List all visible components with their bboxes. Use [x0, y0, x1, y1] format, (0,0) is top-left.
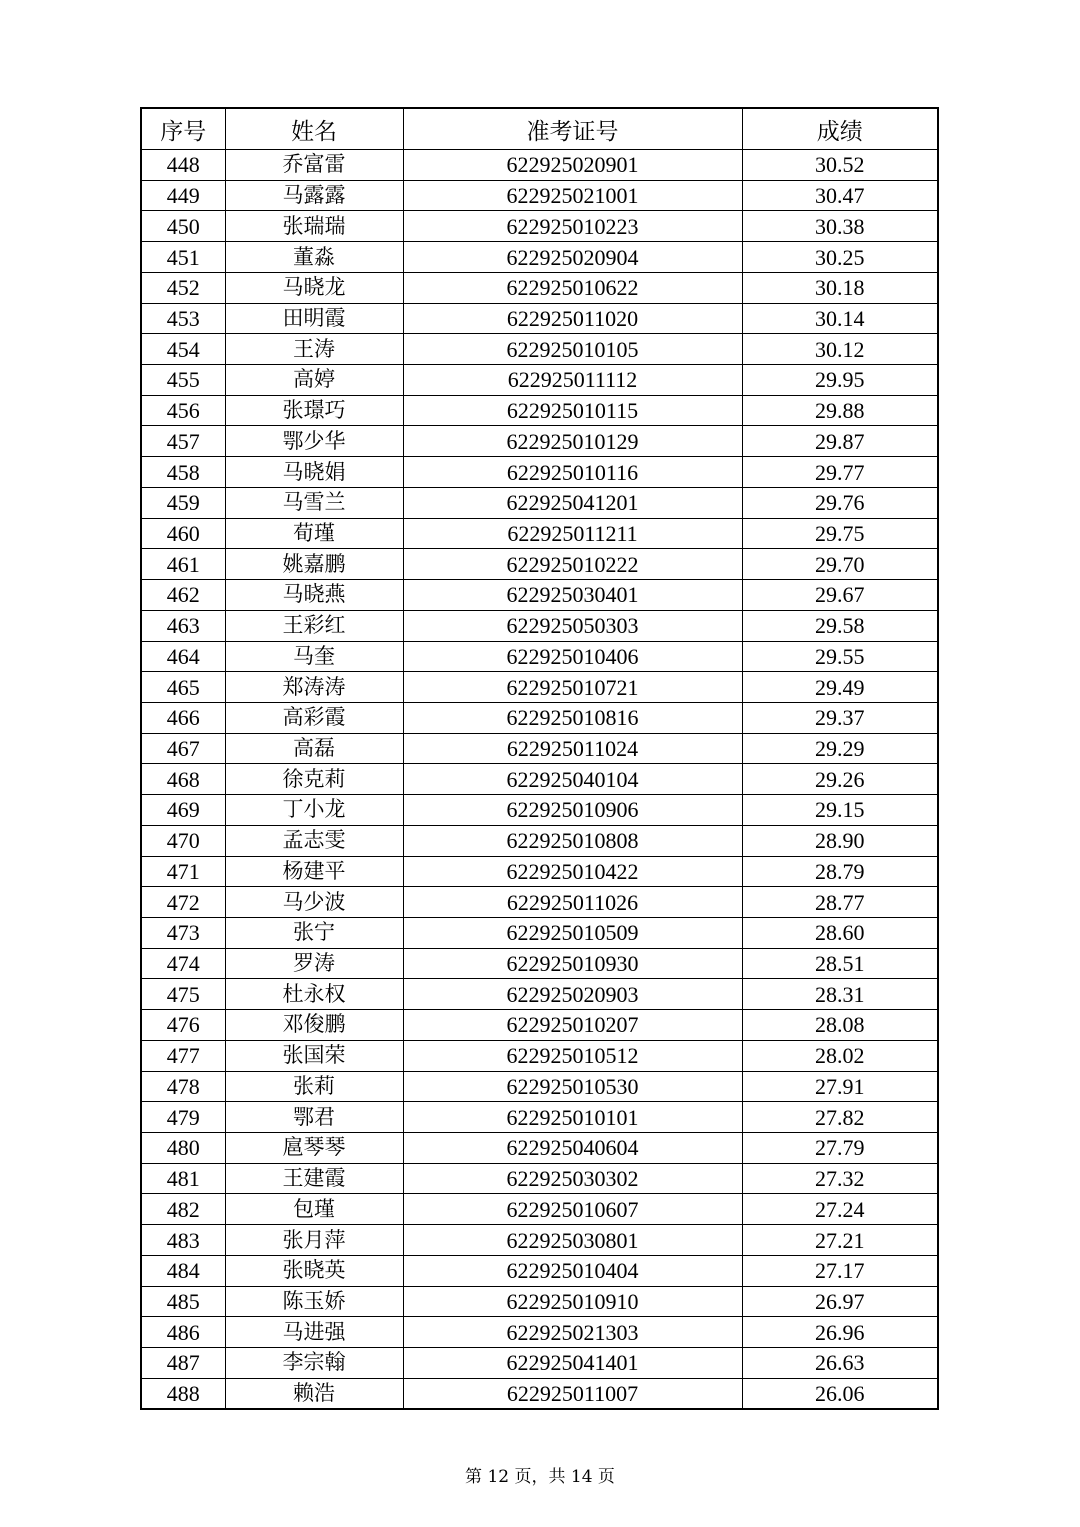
name-cell: 王建霞 — [225, 1163, 403, 1194]
table-row — [141, 733, 938, 764]
score-cell: 28.90 — [742, 825, 938, 856]
name-cell: 高磊 — [225, 733, 403, 764]
seq-cell: 484 — [141, 1255, 225, 1286]
score-cell: 28.77 — [742, 887, 938, 918]
seq-cell: 483 — [141, 1225, 225, 1256]
ticket-number-cell: 622925030801 — [403, 1225, 742, 1256]
table-row — [141, 1071, 938, 1102]
name-cell: 罗涛 — [225, 948, 403, 979]
ticket-number-cell: 622925011211 — [403, 518, 742, 549]
score-cell: 29.88 — [742, 395, 938, 426]
name-cell: 马晓燕 — [225, 580, 403, 611]
seq-cell: 469 — [141, 795, 225, 826]
name-cell: 扈琴琴 — [225, 1133, 403, 1164]
seq-cell: 473 — [141, 917, 225, 948]
header-ticket-number: 准考证号 — [403, 108, 742, 150]
table-row — [141, 303, 938, 334]
table-row — [141, 211, 938, 242]
name-cell: 马晓龙 — [225, 272, 403, 303]
name-cell: 马进强 — [225, 1317, 403, 1348]
score-cell: 27.79 — [742, 1133, 938, 1164]
name-cell: 丁小龙 — [225, 795, 403, 826]
table-row — [141, 702, 938, 733]
ticket-number-cell: 622925010101 — [403, 1102, 742, 1133]
seq-cell: 462 — [141, 580, 225, 611]
ticket-number-cell: 622925020903 — [403, 979, 742, 1010]
name-cell: 马奎 — [225, 641, 403, 672]
score-cell: 27.24 — [742, 1194, 938, 1225]
seq-cell: 458 — [141, 457, 225, 488]
ticket-number-cell: 622925010906 — [403, 795, 742, 826]
seq-cell: 482 — [141, 1194, 225, 1225]
score-cell: 29.70 — [742, 549, 938, 580]
table-row — [141, 487, 938, 518]
ticket-number-cell: 622925021001 — [403, 180, 742, 211]
seq-cell: 480 — [141, 1133, 225, 1164]
name-cell: 杨建平 — [225, 856, 403, 887]
seq-cell: 456 — [141, 395, 225, 426]
ticket-number-cell: 622925011020 — [403, 303, 742, 334]
seq-cell: 481 — [141, 1163, 225, 1194]
score-cell: 29.87 — [742, 426, 938, 457]
score-cell: 30.14 — [742, 303, 938, 334]
seq-cell: 485 — [141, 1286, 225, 1317]
score-cell: 29.58 — [742, 610, 938, 641]
ticket-number-cell: 622925010116 — [403, 457, 742, 488]
table-row — [141, 887, 938, 918]
seq-cell: 461 — [141, 549, 225, 580]
seq-cell: 470 — [141, 825, 225, 856]
seq-cell: 460 — [141, 518, 225, 549]
name-cell: 高婷 — [225, 365, 403, 396]
table-row — [141, 1317, 938, 1348]
seq-cell: 464 — [141, 641, 225, 672]
score-cell: 30.38 — [742, 211, 938, 242]
score-cell: 28.08 — [742, 1010, 938, 1041]
table-row — [141, 1378, 938, 1409]
name-cell: 高彩霞 — [225, 702, 403, 733]
score-cell: 27.91 — [742, 1071, 938, 1102]
seq-cell: 478 — [141, 1071, 225, 1102]
score-table — [140, 107, 939, 1410]
score-cell: 29.77 — [742, 457, 938, 488]
ticket-number-cell: 622925011024 — [403, 733, 742, 764]
name-cell: 鄂少华 — [225, 426, 403, 457]
seq-cell: 474 — [141, 948, 225, 979]
score-cell: 29.49 — [742, 672, 938, 703]
name-cell: 张宁 — [225, 917, 403, 948]
seq-cell: 453 — [141, 303, 225, 334]
score-cell: 30.25 — [742, 242, 938, 273]
seq-cell: 476 — [141, 1010, 225, 1041]
score-cell: 30.52 — [742, 150, 938, 181]
seq-cell: 475 — [141, 979, 225, 1010]
score-cell: 30.18 — [742, 272, 938, 303]
name-cell: 徐克莉 — [225, 764, 403, 795]
ticket-number-cell: 622925040104 — [403, 764, 742, 795]
name-cell: 陈玉娇 — [225, 1286, 403, 1317]
ticket-number-cell: 622925010816 — [403, 702, 742, 733]
table-row — [141, 426, 938, 457]
header-score: 成绩 — [742, 108, 938, 150]
name-cell: 郑涛涛 — [225, 672, 403, 703]
name-cell: 杜永权 — [225, 979, 403, 1010]
table-row — [141, 1348, 938, 1379]
seq-cell: 455 — [141, 365, 225, 396]
seq-cell: 466 — [141, 702, 225, 733]
table-row — [141, 457, 938, 488]
ticket-number-cell: 622925010607 — [403, 1194, 742, 1225]
table-row — [141, 580, 938, 611]
ticket-number-cell: 622925010721 — [403, 672, 742, 703]
score-cell: 29.67 — [742, 580, 938, 611]
ticket-number-cell: 622925010207 — [403, 1010, 742, 1041]
ticket-number-cell: 622925010222 — [403, 549, 742, 580]
name-cell: 张国荣 — [225, 1040, 403, 1071]
header-name: 姓名 — [225, 108, 403, 150]
name-cell: 张瑞瑞 — [225, 211, 403, 242]
score-cell: 29.37 — [742, 702, 938, 733]
table-row — [141, 856, 938, 887]
score-cell: 29.95 — [742, 365, 938, 396]
score-cell: 30.47 — [742, 180, 938, 211]
ticket-number-cell: 622925010422 — [403, 856, 742, 887]
score-cell: 29.55 — [742, 641, 938, 672]
table-row — [141, 764, 938, 795]
name-cell: 马露露 — [225, 180, 403, 211]
header-seq: 序号 — [141, 108, 225, 150]
table-row — [141, 1010, 938, 1041]
score-cell: 28.31 — [742, 979, 938, 1010]
table-row — [141, 1194, 938, 1225]
ticket-number-cell: 622925010105 — [403, 334, 742, 365]
table-row — [141, 1255, 938, 1286]
table-row — [141, 518, 938, 549]
name-cell: 张莉 — [225, 1071, 403, 1102]
table-row — [141, 1102, 938, 1133]
table-row — [141, 979, 938, 1010]
score-cell: 30.12 — [742, 334, 938, 365]
ticket-number-cell: 622925041401 — [403, 1348, 742, 1379]
table-row — [141, 1225, 938, 1256]
table-row — [141, 672, 938, 703]
seq-cell: 454 — [141, 334, 225, 365]
ticket-number-cell: 622925011026 — [403, 887, 742, 918]
seq-cell: 463 — [141, 610, 225, 641]
score-cell: 29.76 — [742, 487, 938, 518]
name-cell: 李宗翰 — [225, 1348, 403, 1379]
name-cell: 赖浩 — [225, 1378, 403, 1409]
table-row — [141, 549, 938, 580]
header-row — [141, 108, 938, 150]
name-cell: 荀瑾 — [225, 518, 403, 549]
page-footer: 第 12 页，共 14 页 — [465, 1467, 615, 1487]
seq-cell: 448 — [141, 150, 225, 181]
seq-cell: 479 — [141, 1102, 225, 1133]
score-cell: 27.17 — [742, 1255, 938, 1286]
name-cell: 姚嘉鹏 — [225, 549, 403, 580]
name-cell: 鄂君 — [225, 1102, 403, 1133]
table-row — [141, 334, 938, 365]
score-cell: 26.06 — [742, 1378, 938, 1409]
ticket-number-cell: 622925040604 — [403, 1133, 742, 1164]
seq-cell: 467 — [141, 733, 225, 764]
ticket-number-cell: 622925030302 — [403, 1163, 742, 1194]
seq-cell: 451 — [141, 242, 225, 273]
table-row — [141, 825, 938, 856]
seq-cell: 452 — [141, 272, 225, 303]
score-cell: 28.51 — [742, 948, 938, 979]
name-cell: 王涛 — [225, 334, 403, 365]
ticket-number-cell: 622925021303 — [403, 1317, 742, 1348]
score-cell: 28.60 — [742, 917, 938, 948]
table-row — [141, 1286, 938, 1317]
seq-cell: 488 — [141, 1378, 225, 1409]
table-row — [141, 610, 938, 641]
ticket-number-cell: 622925010530 — [403, 1071, 742, 1102]
table-row — [141, 272, 938, 303]
score-cell: 27.82 — [742, 1102, 938, 1133]
score-cell: 27.32 — [742, 1163, 938, 1194]
score-cell: 28.79 — [742, 856, 938, 887]
name-cell: 王彩红 — [225, 610, 403, 641]
name-cell: 包瑾 — [225, 1194, 403, 1225]
score-cell: 26.97 — [742, 1286, 938, 1317]
seq-cell: 486 — [141, 1317, 225, 1348]
ticket-number-cell: 622925010406 — [403, 641, 742, 672]
seq-cell: 457 — [141, 426, 225, 457]
table-row — [141, 1163, 938, 1194]
score-cell: 27.21 — [742, 1225, 938, 1256]
table-row — [141, 641, 938, 672]
name-cell: 马雪兰 — [225, 487, 403, 518]
name-cell: 乔富雷 — [225, 150, 403, 181]
name-cell: 马晓娟 — [225, 457, 403, 488]
seq-cell: 465 — [141, 672, 225, 703]
score-cell: 26.63 — [742, 1348, 938, 1379]
ticket-number-cell: 622925010910 — [403, 1286, 742, 1317]
ticket-number-cell: 622925010129 — [403, 426, 742, 457]
seq-cell: 487 — [141, 1348, 225, 1379]
table-row — [141, 150, 938, 181]
ticket-number-cell: 622925010404 — [403, 1255, 742, 1286]
ticket-number-cell: 622925010223 — [403, 211, 742, 242]
name-cell: 邓俊鹏 — [225, 1010, 403, 1041]
ticket-number-cell: 622925020904 — [403, 242, 742, 273]
table-row — [141, 948, 938, 979]
score-cell: 29.29 — [742, 733, 938, 764]
name-cell: 孟志雯 — [225, 825, 403, 856]
table-row — [141, 1040, 938, 1071]
table-row — [141, 365, 938, 396]
ticket-number-cell: 622925010622 — [403, 272, 742, 303]
score-cell: 29.26 — [742, 764, 938, 795]
seq-cell: 449 — [141, 180, 225, 211]
name-cell: 马少波 — [225, 887, 403, 918]
score-cell: 26.96 — [742, 1317, 938, 1348]
table-row — [141, 395, 938, 426]
name-cell: 田明霞 — [225, 303, 403, 334]
ticket-number-cell: 622925041201 — [403, 487, 742, 518]
seq-cell: 477 — [141, 1040, 225, 1071]
seq-cell: 472 — [141, 887, 225, 918]
ticket-number-cell: 622925020901 — [403, 150, 742, 181]
ticket-number-cell: 622925010808 — [403, 825, 742, 856]
ticket-number-cell: 622925010115 — [403, 395, 742, 426]
seq-cell: 468 — [141, 764, 225, 795]
name-cell: 张晓英 — [225, 1255, 403, 1286]
name-cell: 张璟巧 — [225, 395, 403, 426]
table-row — [141, 917, 938, 948]
score-cell: 29.75 — [742, 518, 938, 549]
ticket-number-cell: 622925011112 — [403, 365, 742, 396]
ticket-number-cell: 622925011007 — [403, 1378, 742, 1409]
ticket-number-cell: 622925030401 — [403, 580, 742, 611]
seq-cell: 450 — [141, 211, 225, 242]
name-cell: 董淼 — [225, 242, 403, 273]
table-row — [141, 180, 938, 211]
name-cell: 张月萍 — [225, 1225, 403, 1256]
table-row — [141, 242, 938, 273]
seq-cell: 471 — [141, 856, 225, 887]
table-row — [141, 1133, 938, 1164]
score-cell: 28.02 — [742, 1040, 938, 1071]
ticket-number-cell: 622925050303 — [403, 610, 742, 641]
table-row — [141, 795, 938, 826]
ticket-number-cell: 622925010512 — [403, 1040, 742, 1071]
seq-cell: 459 — [141, 487, 225, 518]
score-cell: 29.15 — [742, 795, 938, 826]
ticket-number-cell: 622925010930 — [403, 948, 742, 979]
ticket-number-cell: 622925010509 — [403, 917, 742, 948]
